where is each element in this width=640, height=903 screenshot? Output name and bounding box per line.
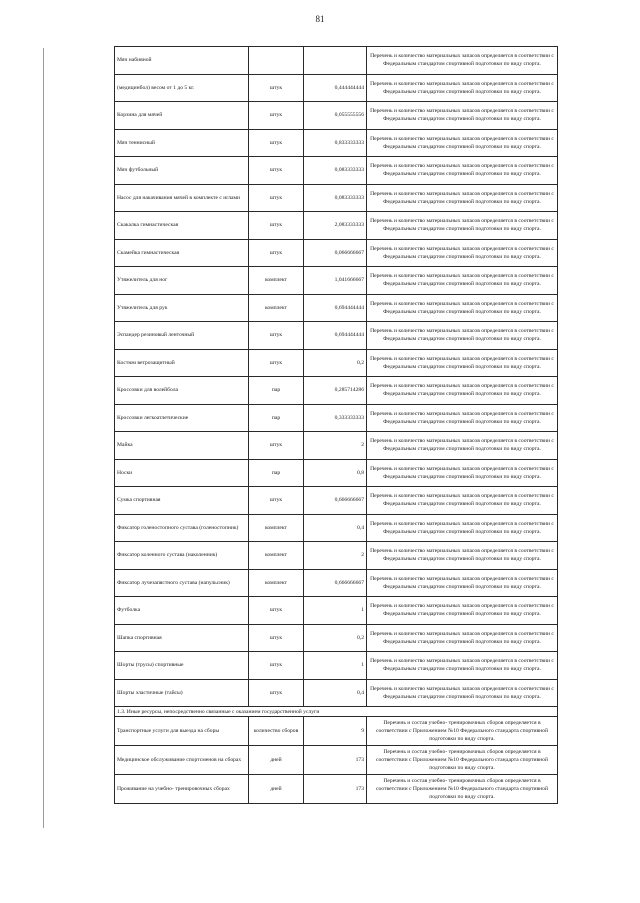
item-quantity: 0,444444444	[304, 74, 367, 102]
item-quantity: 2	[304, 432, 367, 460]
item-name: Сумка спортивная	[115, 487, 249, 515]
item-name: Мяч набивной	[115, 47, 249, 75]
item-name: Фиксатор голеностопного сустава (голеностопник)	[115, 514, 249, 542]
item-quantity: 2	[304, 542, 367, 570]
item-unit: штук	[249, 212, 304, 240]
item-name: Майка	[115, 432, 249, 460]
item-note: Перечень и количество материальных запасов определяется в соответствии с Федеральным стандартом спортивной подготовки по виду спорта.	[367, 102, 558, 130]
item-unit: комплект	[249, 542, 304, 570]
item-quantity: 2,083333333	[304, 212, 367, 240]
item-note: Перечень и количество материальных запасов определяется в соответствии с Федеральным стандартом спортивной подготовки по виду спорта.	[367, 597, 558, 625]
item-name: Мяч теннисный	[115, 129, 249, 157]
table-row	[115, 267, 558, 295]
section-title: 1.3. Иные ресурсы, непосредственно связанные с оказанием государственной услуги	[115, 707, 558, 717]
item-note: Перечень и количество материальных запасов определяется в соответствии с Федеральным стандартом спортивной подготовки по виду спорта.	[367, 74, 558, 102]
item-quantity: 0,666666667	[304, 569, 367, 597]
table-row	[115, 432, 558, 460]
item-unit: штук	[249, 102, 304, 130]
item-unit: штук	[249, 184, 304, 212]
item-name: Фиксатор коленного сустава (наколенник)	[115, 542, 249, 570]
item-note: Перечень и количество материальных запасов определяется в соответствии с Федеральным стандартом спортивной подготовки по виду спорта.	[367, 239, 558, 267]
page-number: 81	[315, 14, 325, 24]
item-unit	[249, 47, 304, 75]
item-unit: штук	[249, 624, 304, 652]
item-quantity: 173	[304, 746, 367, 775]
item-quantity: 0,055555556	[304, 102, 367, 130]
table-row	[115, 569, 558, 597]
item-name: Кроссовки легкоатлетические	[115, 404, 249, 432]
item-quantity: 1	[304, 597, 367, 625]
item-unit: штук	[249, 239, 304, 267]
item-unit: пар	[249, 404, 304, 432]
item-note: Перечень и количество материальных запасов определяется в соответствии с Федеральным стандартом спортивной подготовки по виду спорта.	[367, 322, 558, 350]
item-name: Фиксатор лучезапястного сустава (напульсник)	[115, 569, 249, 597]
item-unit: комплект	[249, 514, 304, 542]
item-unit: штук	[249, 487, 304, 515]
table-row	[115, 487, 558, 515]
item-note: Перечень и состав учебно- тренировочных сборов определяется в соответствии с Приложением №10 Федерального стандарта спортивной подготовки по виду спорта.	[367, 746, 558, 775]
table-row	[115, 377, 558, 405]
item-note: Перечень и количество материальных запасов определяется в соответствии с Федеральным стандартом спортивной подготовки по виду спорта.	[367, 514, 558, 542]
item-unit: штук	[249, 74, 304, 102]
item-name: Шапка спортивная	[115, 624, 249, 652]
item-note: Перечень и количество материальных запасов определяется в соответствии с Федеральным стандартом спортивной подготовки по виду спорта.	[367, 212, 558, 240]
item-note: Перечень и количество материальных запасов определяется в соответствии с Федеральным стандартом спортивной подготовки по виду спорта.	[367, 569, 558, 597]
item-quantity: 0,083333333	[304, 157, 367, 185]
table-row	[115, 542, 558, 570]
item-name: Корзина для мячей	[115, 102, 249, 130]
item-name: Кроссовки для волейбола	[115, 377, 249, 405]
item-note: Перечень и состав учебно- тренировочных сборов определяется в соответствии с Приложением №10 Федерального стандарта спортивной подготовки по виду спорта.	[367, 717, 558, 746]
item-quantity: 0,333333333	[304, 404, 367, 432]
item-note: Перечень и количество материальных запасов определяется в соответствии с Федеральным стандартом спортивной подготовки по виду спорта.	[367, 294, 558, 322]
item-note: Перечень и количество материальных запасов определяется в соответствии с Федеральным стандартом спортивной подготовки по виду спорта.	[367, 129, 558, 157]
item-quantity: 1	[304, 652, 367, 680]
item-note: Перечень и количество материальных запасов определяется в соответствии с Федеральным стандартом спортивной подготовки по виду спорта.	[367, 459, 558, 487]
item-note: Перечень и количество материальных запасов определяется в соответствии с Федеральным стандартом спортивной подготовки по виду спорта.	[367, 157, 558, 185]
item-note: Перечень и количество материальных запасов определяется в соответствии с Федеральным стандартом спортивной подготовки по виду спорта.	[367, 267, 558, 295]
table-row	[115, 74, 558, 102]
item-note: Перечень и количество материальных запасов определяется в соответствии с Федеральным стандартом спортивной подготовки по виду спорта.	[367, 652, 558, 680]
item-unit: дней	[249, 746, 304, 775]
table-row	[115, 102, 558, 130]
table-row	[115, 47, 558, 75]
table-row	[115, 597, 558, 625]
item-note: Перечень и количество материальных запасов определяется в соответствии с Федеральным стандартом спортивной подготовки по виду спорта.	[367, 432, 558, 460]
item-quantity: 0,694444444	[304, 294, 367, 322]
table-row	[115, 717, 558, 746]
table-row	[115, 129, 558, 157]
item-quantity: 1,041666667	[304, 267, 367, 295]
table-row	[115, 624, 558, 652]
table-row	[115, 652, 558, 680]
table-row	[115, 157, 558, 185]
item-name: Скакалка гимнастическая	[115, 212, 249, 240]
table-row	[115, 514, 558, 542]
item-unit: комплект	[249, 294, 304, 322]
item-name: Скамейка гимнастическая	[115, 239, 249, 267]
item-unit: штук	[249, 157, 304, 185]
item-quantity: 0,4	[304, 679, 367, 707]
table-row	[115, 679, 558, 707]
item-note: Перечень и количество материальных запасов определяется в соответствии с Федеральным стандартом спортивной подготовки по виду спорта.	[367, 404, 558, 432]
table-row	[115, 212, 558, 240]
item-name: Утяжелитель для ног	[115, 267, 249, 295]
table-row	[115, 746, 558, 775]
item-name: Носки	[115, 459, 249, 487]
item-unit: штук	[249, 597, 304, 625]
item-name: Шорты эластичные (тайсы)	[115, 679, 249, 707]
item-name: Транспортные услуги для выезда на сборы	[115, 717, 249, 746]
item-quantity: 0,666666667	[304, 487, 367, 515]
item-unit: пар	[249, 459, 304, 487]
item-unit: количество сборов	[249, 717, 304, 746]
item-name: Проживание на учебно- тренировочных сборах	[115, 775, 249, 804]
item-note: Перечень и количество материальных запасов определяется в соответствии с Федеральным стандартом спортивной подготовки по виду спорта.	[367, 624, 558, 652]
item-unit: штук	[249, 129, 304, 157]
item-unit: штук	[249, 432, 304, 460]
item-note: Перечень и количество материальных запасов определяется в соответствии с Федеральным стандартом спортивной подготовки по виду спорта.	[367, 487, 558, 515]
table-row	[115, 349, 558, 377]
item-quantity: 0,285714286	[304, 377, 367, 405]
item-quantity: 0,066666667	[304, 239, 367, 267]
item-note: Перечень и количество материальных запасов определяется в соответствии с Федеральным стандартом спортивной подготовки по виду спорта.	[367, 542, 558, 570]
item-quantity: 0,083333333	[304, 184, 367, 212]
item-name: Шорты (трусы) спортивные	[115, 652, 249, 680]
item-unit: штук	[249, 652, 304, 680]
item-unit: дней	[249, 775, 304, 804]
item-quantity: 9	[304, 717, 367, 746]
resources-table	[114, 46, 558, 804]
item-note: Перечень и количество материальных запасов определяется в соответствии с Федеральным стандартом спортивной подготовки по виду спорта.	[367, 47, 558, 75]
section-row	[115, 707, 558, 717]
item-quantity	[304, 47, 367, 75]
item-note: Перечень и количество материальных запасов определяется в соответствии с Федеральным стандартом спортивной подготовки по виду спорта.	[367, 349, 558, 377]
table-row	[115, 459, 558, 487]
item-quantity: 0,4	[304, 514, 367, 542]
item-unit: пар	[249, 377, 304, 405]
table-row	[115, 184, 558, 212]
item-unit: комплект	[249, 267, 304, 295]
item-quantity: 0,694444444	[304, 322, 367, 350]
table-row	[115, 239, 558, 267]
table-row	[115, 775, 558, 804]
item-quantity: 0,2	[304, 349, 367, 377]
table-row	[115, 404, 558, 432]
item-unit: комплект	[249, 569, 304, 597]
item-unit: штук	[249, 679, 304, 707]
item-unit: штук	[249, 349, 304, 377]
table-row	[115, 322, 558, 350]
item-name: Эспандер резиновый ленточный	[115, 322, 249, 350]
item-name: Костюм ветрозащитный	[115, 349, 249, 377]
item-note: Перечень и состав учебно- тренировочных сборов определяется в соответствии с Приложением №10 Федерального стандарта спортивной подготовки по виду спорта.	[367, 775, 558, 804]
item-name: Футболка	[115, 597, 249, 625]
item-name: Медицинское обслуживание спортсменов на сборах	[115, 746, 249, 775]
item-name: Утяжелитель для рук	[115, 294, 249, 322]
item-quantity: 173	[304, 775, 367, 804]
item-name: (медицинбол) весом от 1 до 5 кг.	[115, 74, 249, 102]
margin-line	[43, 48, 44, 828]
item-note: Перечень и количество материальных запасов определяется в соответствии с Федеральным стандартом спортивной подготовки по виду спорта.	[367, 184, 558, 212]
item-name: Насос для накачивания мячей в комплекте с иглами	[115, 184, 249, 212]
item-quantity: 0,833333333	[304, 129, 367, 157]
item-quantity: 0,8	[304, 459, 367, 487]
item-quantity: 0,2	[304, 624, 367, 652]
item-note: Перечень и количество материальных запасов определяется в соответствии с Федеральным стандартом спортивной подготовки по виду спорта.	[367, 377, 558, 405]
item-name: Мяч футбольный	[115, 157, 249, 185]
table-row	[115, 294, 558, 322]
item-unit: штук	[249, 322, 304, 350]
item-note: Перечень и количество материальных запасов определяется в соответствии с Федеральным стандартом спортивной подготовки по виду спорта.	[367, 679, 558, 707]
